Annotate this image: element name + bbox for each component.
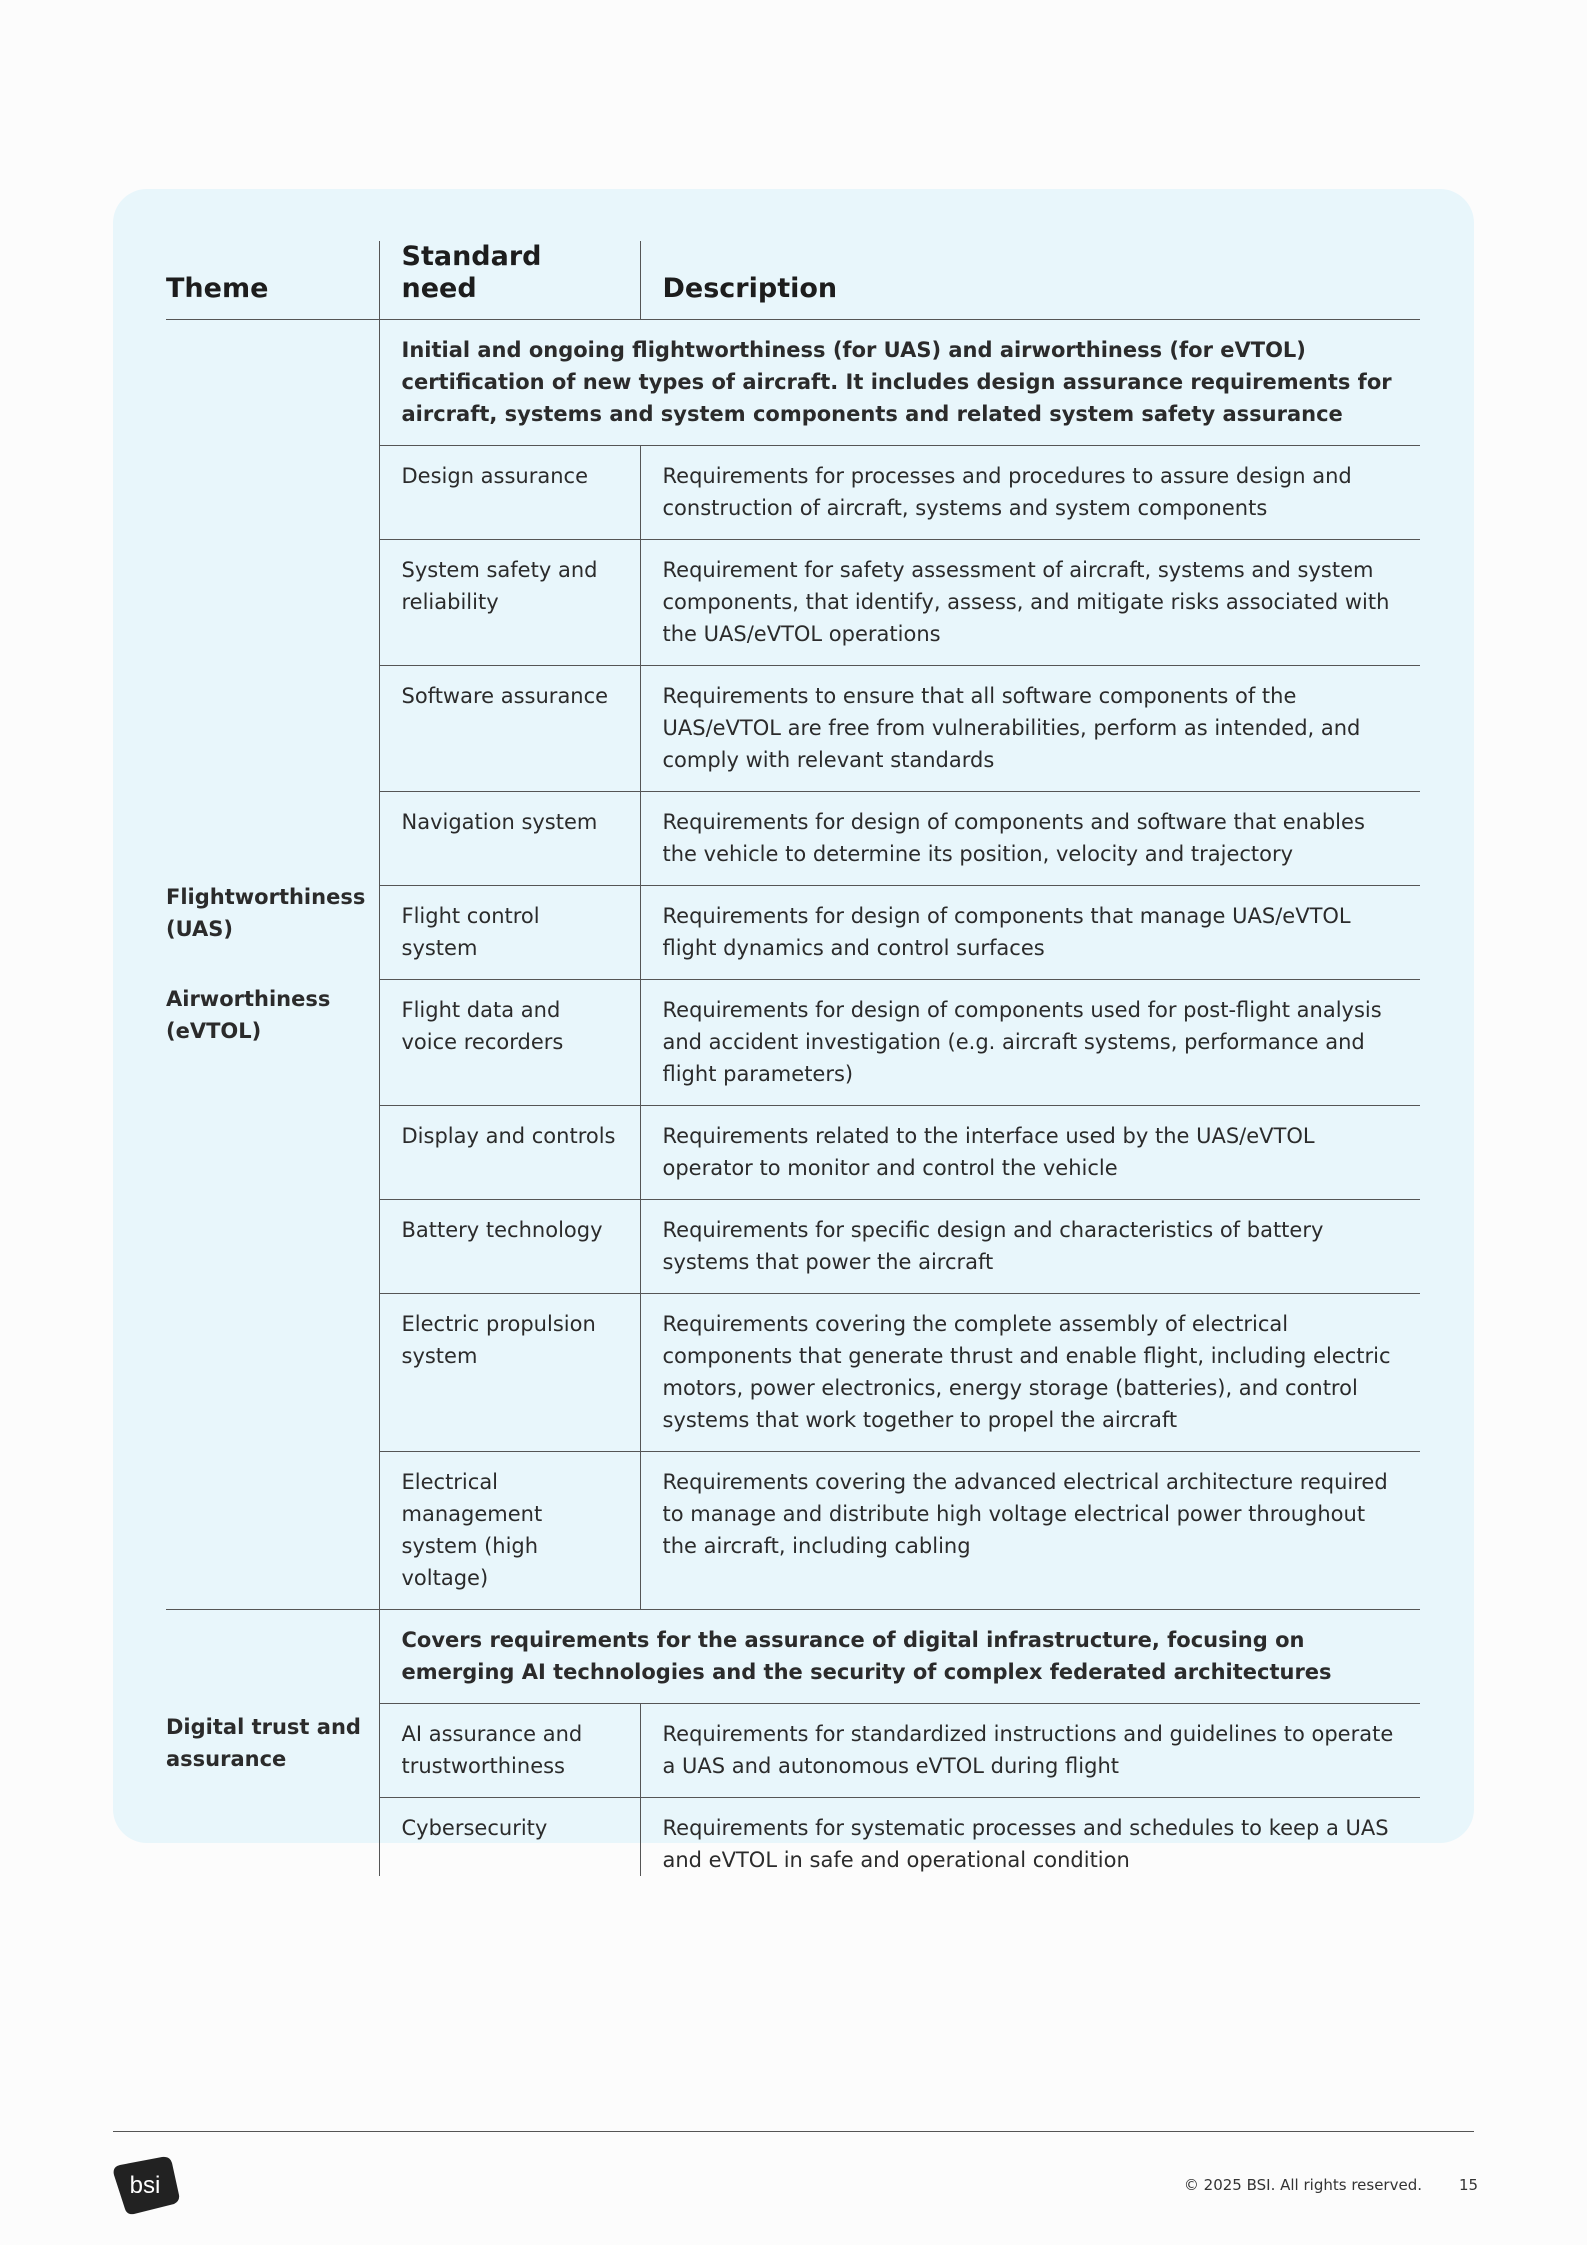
bsi-logo: [112, 2155, 180, 2215]
header-theme: Theme: [166, 241, 379, 320]
theme-cell-flightworthiness: [166, 320, 379, 1610]
description-cell: Requirements for systematic processes and schedules to keep a UAS and eVTOL in safe and operational condition: [640, 1798, 1420, 1877]
theme-cell-digital-trust: [166, 1610, 379, 1877]
standard-need-cell: System safety and reliability: [379, 540, 640, 666]
theme-line: Airworthiness: [166, 987, 331, 1011]
group-summary-row: [166, 320, 1420, 446]
description-cell: Requirements for processes and procedures to assure design and construction of aircraft, systems and system components: [640, 446, 1420, 540]
table-header-row: [166, 241, 1420, 320]
theme-gap: [166, 945, 369, 983]
standard-need-cell: Navigation system: [379, 792, 640, 886]
standard-need-cell: Cybersecurity: [379, 1798, 640, 1877]
header-standard-need: Standard need: [379, 241, 640, 320]
group-summary: Covers requirements for the assurance of digital infrastructure, focusing on emerging AI technologies and the security of complex federated architectures: [379, 1610, 1420, 1704]
theme-line: Flightworthiness: [166, 885, 366, 909]
description-cell: Requirements for specific design and characteristics of battery systems that power the aircraft: [640, 1200, 1420, 1294]
description-cell: Requirements covering the advanced electrical architecture required to manage and distribute high voltage electrical power throughout the aircraft, including cabling: [640, 1452, 1420, 1610]
description-cell: Requirements for design of components and software that enables the vehicle to determine its position, velocity and trajectory: [640, 792, 1420, 886]
table-panel: [113, 189, 1474, 1872]
description-cell: Requirements related to the interface used by the UAS/eVTOL operator to monitor and control the vehicle: [640, 1106, 1420, 1200]
theme-line: Digital trust and assurance: [166, 1714, 361, 1771]
standard-need-cell: Design assurance: [379, 446, 640, 540]
footer-divider: [113, 2131, 1474, 2132]
standard-need-cell: Electric propulsion system: [379, 1294, 640, 1452]
description-cell: Requirements to ensure that all software components of the UAS/eVTOL are free from vulnerabilities, perform as intended, and comply with relevant standards: [640, 666, 1420, 792]
description-cell: Requirements for design of components used for post-flight analysis and accident investigation (e.g. aircraft systems, performance and flight parameters): [640, 980, 1420, 1106]
standards-table: [166, 241, 1420, 1876]
theme-line: (UAS): [166, 917, 233, 941]
description-cell: Requirements for design of components that manage UAS/eVTOL flight dynamics and control surfaces: [640, 886, 1420, 980]
theme-line: (eVTOL): [166, 1019, 262, 1043]
standard-need-cell: Battery technology: [379, 1200, 640, 1294]
standard-need-cell: AI assurance and trustworthiness: [379, 1704, 640, 1798]
page-number: 15: [1459, 2176, 1479, 2194]
description-cell: Requirements covering the complete assembly of electrical components that generate thrust and enable flight, including electric motors, power electronics, energy storage (batteries), and control systems that work together to propel the aircraft: [640, 1294, 1420, 1452]
standard-need-cell: Flight control system: [379, 886, 640, 980]
standard-need-cell: Software assurance: [379, 666, 640, 792]
logo-text: bsi: [129, 2172, 161, 2199]
standard-need-cell: Electrical management system (high voltage): [379, 1452, 640, 1610]
description-cell: Requirements for standardized instructions and guidelines to operate a UAS and autonomous eVTOL during flight: [640, 1704, 1420, 1798]
group-summary: Initial and ongoing flightworthiness (for UAS) and airworthiness (for eVTOL) certification of new types of aircraft. It includes design assurance requirements for aircraft, systems and system components and related system safety assurance: [379, 320, 1420, 446]
copyright-text: © 2025 BSI. All rights reserved.: [1183, 2176, 1422, 2194]
header-description: Description: [640, 241, 1420, 320]
standard-need-cell: Flight data and voice recorders: [379, 980, 640, 1106]
group-summary-row: [166, 1610, 1420, 1704]
standard-need-cell: Display and controls: [379, 1106, 640, 1200]
description-cell: Requirement for safety assessment of aircraft, systems and system components, that identify, assess, and mitigate risks associated with the UAS/eVTOL operations: [640, 540, 1420, 666]
